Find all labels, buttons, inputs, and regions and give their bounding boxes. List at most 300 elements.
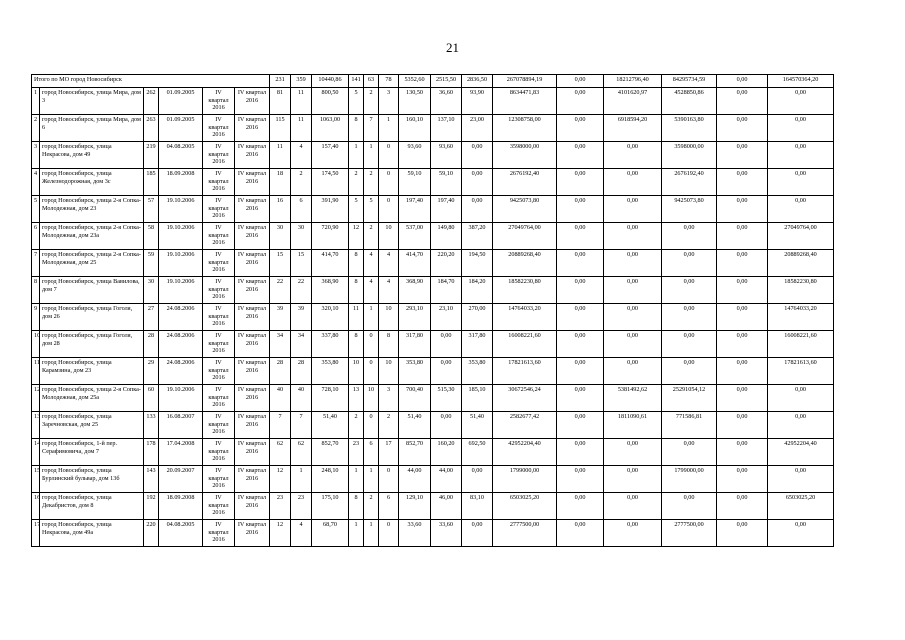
row-value: 33,60 — [431, 520, 462, 547]
row-value: 0,00 — [462, 196, 493, 223]
row-value: 0,00 — [717, 385, 768, 412]
row-doc-date: 04.08.2005 — [159, 142, 203, 169]
table-row — [32, 115, 834, 142]
row-value: 0,00 — [431, 331, 462, 358]
row-value: 8 — [349, 277, 364, 304]
row-value: 3598000,00 — [662, 142, 717, 169]
row-value: 0,00 — [717, 412, 768, 439]
row-value: 39 — [270, 304, 291, 331]
row-value: 68,70 — [312, 520, 349, 547]
total-cell: 0,00 — [557, 75, 604, 88]
row-actual-period: IV квартал 2016 — [235, 493, 270, 520]
total-cell: 78 — [379, 75, 399, 88]
row-planned-period: IV квартал 2016 — [203, 439, 235, 466]
row-value: 0,00 — [662, 439, 717, 466]
row-value: 9425073,80 — [662, 196, 717, 223]
row-actual-period: IV квартал 2016 — [235, 277, 270, 304]
row-value: 0,00 — [462, 142, 493, 169]
row-planned-period: IV квартал 2016 — [203, 466, 235, 493]
row-planned-period: IV квартал 2016 — [203, 385, 235, 412]
row-value: 23 — [291, 493, 312, 520]
row-doc-date: 20.09.2007 — [159, 466, 203, 493]
row-doc-number: 30 — [144, 277, 159, 304]
total-cell: 63 — [364, 75, 379, 88]
row-value: 6 — [291, 196, 312, 223]
row-planned-period: IV квартал 2016 — [203, 331, 235, 358]
row-actual-period: IV квартал 2016 — [235, 520, 270, 547]
row-value: 34 — [270, 331, 291, 358]
row-value: 44,00 — [431, 466, 462, 493]
row-value: 0,00 — [717, 439, 768, 466]
row-value: 0,00 — [604, 196, 662, 223]
row-value: 0,00 — [768, 196, 834, 223]
row-actual-period: IV квартал 2016 — [235, 88, 270, 115]
row-address: город Новосибирск, улица Бурлинский бульвар, дом 13б — [40, 466, 144, 493]
total-label: Итого по МО город Новосибирск — [32, 75, 270, 88]
row-number: 12 — [32, 385, 40, 412]
row-value: 14764033,20 — [493, 304, 557, 331]
table-row — [32, 385, 834, 412]
table-row — [32, 358, 834, 385]
row-value: 0,00 — [717, 277, 768, 304]
row-doc-number: 219 — [144, 142, 159, 169]
row-value: 83,10 — [462, 493, 493, 520]
row-value: 0,00 — [557, 115, 604, 142]
row-value: 0,00 — [462, 466, 493, 493]
table-row — [32, 466, 834, 493]
row-value: 1 — [364, 520, 379, 547]
row-value: 0,00 — [604, 439, 662, 466]
row-value: 62 — [270, 439, 291, 466]
row-value: 0,00 — [431, 412, 462, 439]
row-value: 184,70 — [431, 277, 462, 304]
row-value: 115 — [270, 115, 291, 142]
row-value: 353,80 — [399, 358, 431, 385]
row-value: 185,10 — [462, 385, 493, 412]
row-doc-date: 18.09.2008 — [159, 169, 203, 196]
row-number: 10 — [32, 331, 40, 358]
row-value: 3598000,00 — [493, 142, 557, 169]
row-value: 16008221,60 — [768, 331, 834, 358]
row-planned-period: IV квартал 2016 — [203, 88, 235, 115]
row-value: 12 — [270, 466, 291, 493]
row-value: 0,00 — [768, 88, 834, 115]
row-value: 12 — [270, 520, 291, 547]
row-value: 0,00 — [717, 196, 768, 223]
row-value: 0,00 — [557, 142, 604, 169]
row-number: 6 — [32, 223, 40, 250]
row-actual-period: IV квартал 2016 — [235, 223, 270, 250]
row-value: 1 — [364, 142, 379, 169]
row-address: город Новосибирск, улица Мира, дом 6 — [40, 115, 144, 142]
row-value: 1063,00 — [312, 115, 349, 142]
row-value: 23 — [349, 439, 364, 466]
row-value: 14764033,20 — [768, 304, 834, 331]
row-number: 9 — [32, 304, 40, 331]
row-value: 30 — [291, 223, 312, 250]
row-doc-date: 18.09.2008 — [159, 493, 203, 520]
row-actual-period: IV квартал 2016 — [235, 412, 270, 439]
row-actual-period: IV квартал 2016 — [235, 115, 270, 142]
row-value: 0,00 — [604, 142, 662, 169]
row-value: 42952204,40 — [768, 439, 834, 466]
row-value: 51,40 — [399, 412, 431, 439]
row-actual-period: IV квартал 2016 — [235, 439, 270, 466]
row-value: 0,00 — [768, 412, 834, 439]
row-value: 36,60 — [431, 88, 462, 115]
row-actual-period: IV квартал 2016 — [235, 196, 270, 223]
row-value: 130,50 — [399, 88, 431, 115]
row-value: 0 — [364, 412, 379, 439]
row-value: 12 — [349, 223, 364, 250]
row-value: 0 — [379, 142, 399, 169]
row-value: 0 — [379, 520, 399, 547]
row-value: 20889268,40 — [493, 250, 557, 277]
row-number: 11 — [32, 358, 40, 385]
row-doc-number: 192 — [144, 493, 159, 520]
row-value: 0,00 — [768, 115, 834, 142]
row-value: 414,70 — [399, 250, 431, 277]
total-cell: 18212796,40 — [604, 75, 662, 88]
table-body — [32, 75, 834, 547]
row-doc-number: 57 — [144, 196, 159, 223]
total-cell: 10440,86 — [312, 75, 349, 88]
row-doc-number: 29 — [144, 358, 159, 385]
row-value: 4 — [379, 250, 399, 277]
row-value: 22 — [291, 277, 312, 304]
row-value: 2777500,00 — [662, 520, 717, 547]
row-planned-period: IV квартал 2016 — [203, 412, 235, 439]
row-value: 16 — [270, 196, 291, 223]
row-actual-period: IV квартал 2016 — [235, 358, 270, 385]
row-doc-date: 04.08.2005 — [159, 520, 203, 547]
row-value: 1799000,00 — [662, 466, 717, 493]
row-value: 30672546,24 — [493, 385, 557, 412]
row-value: 197,40 — [399, 196, 431, 223]
row-value: 414,70 — [312, 250, 349, 277]
row-value: 59,10 — [399, 169, 431, 196]
row-doc-date: 01.09.2005 — [159, 88, 203, 115]
row-value: 700,40 — [399, 385, 431, 412]
row-value: 4 — [364, 250, 379, 277]
row-value: 0 — [379, 196, 399, 223]
row-value: 368,90 — [312, 277, 349, 304]
row-value: 0,00 — [604, 223, 662, 250]
total-cell: 84295734,59 — [662, 75, 717, 88]
row-value: 7 — [270, 412, 291, 439]
row-address: город Новосибирск, улица Вавилова, дом 7 — [40, 277, 144, 304]
total-cell: 5352,60 — [399, 75, 431, 88]
table-row — [32, 331, 834, 358]
row-actual-period: IV квартал 2016 — [235, 142, 270, 169]
row-value: 6 — [379, 493, 399, 520]
row-value: 4 — [379, 277, 399, 304]
row-value: 8 — [379, 331, 399, 358]
row-value: 27049764,00 — [493, 223, 557, 250]
row-doc-date: 19.10.2006 — [159, 250, 203, 277]
table-row — [32, 88, 834, 115]
table-row — [32, 142, 834, 169]
row-value: 6918594,20 — [604, 115, 662, 142]
table-row — [32, 412, 834, 439]
row-value: 2 — [291, 169, 312, 196]
row-value: 0,00 — [557, 358, 604, 385]
row-doc-number: 263 — [144, 115, 159, 142]
resettlement-table — [31, 74, 834, 547]
row-doc-number: 28 — [144, 331, 159, 358]
row-value: 1811090,61 — [604, 412, 662, 439]
row-value: 30 — [270, 223, 291, 250]
row-address: город Новосибирск, улица Некрасова, дом 49 — [40, 142, 144, 169]
row-number: 17 — [32, 520, 40, 547]
table-row — [32, 250, 834, 277]
row-value: 0,00 — [557, 88, 604, 115]
table-row — [32, 196, 834, 223]
row-actual-period: IV квартал 2016 — [235, 466, 270, 493]
row-value: 0,00 — [717, 115, 768, 142]
row-address: город Новосибирск, улица Гоголя, дом 28 — [40, 331, 144, 358]
row-doc-number: 27 — [144, 304, 159, 331]
row-value: 4 — [291, 142, 312, 169]
row-planned-period: IV квартал 2016 — [203, 358, 235, 385]
row-value: 2 — [364, 493, 379, 520]
row-value: 11 — [291, 115, 312, 142]
row-value: 160,10 — [399, 115, 431, 142]
row-value: 852,70 — [312, 439, 349, 466]
row-value: 62 — [291, 439, 312, 466]
row-value: 728,10 — [312, 385, 349, 412]
row-address: город Новосибирск, улица Карамзина, дом 23 — [40, 358, 144, 385]
row-value: 17821613,60 — [768, 358, 834, 385]
row-value: 157,40 — [312, 142, 349, 169]
row-value: 1 — [349, 520, 364, 547]
row-value: 0,00 — [604, 277, 662, 304]
row-value: 149,80 — [431, 223, 462, 250]
row-value: 10 — [379, 358, 399, 385]
row-value: 0,00 — [557, 196, 604, 223]
row-value: 0,00 — [768, 169, 834, 196]
row-value: 0,00 — [462, 520, 493, 547]
row-value: 15 — [291, 250, 312, 277]
row-value: 4 — [364, 277, 379, 304]
row-value: 0,00 — [717, 250, 768, 277]
row-value: 0,00 — [717, 304, 768, 331]
row-doc-number: 59 — [144, 250, 159, 277]
row-value: 34 — [291, 331, 312, 358]
row-value: 1 — [349, 466, 364, 493]
row-value: 6 — [364, 439, 379, 466]
row-value: 8 — [349, 115, 364, 142]
row-value: 0,00 — [662, 358, 717, 385]
row-value: 8 — [349, 250, 364, 277]
row-number: 1 — [32, 88, 40, 115]
row-value: 28 — [291, 358, 312, 385]
row-value: 40 — [270, 385, 291, 412]
row-value: 0,00 — [604, 331, 662, 358]
row-doc-date: 01.09.2005 — [159, 115, 203, 142]
row-value: 2676192,40 — [662, 169, 717, 196]
row-value: 194,50 — [462, 250, 493, 277]
row-number: 3 — [32, 142, 40, 169]
row-value: 8 — [349, 493, 364, 520]
row-value: 1 — [364, 304, 379, 331]
row-number: 13 — [32, 412, 40, 439]
row-number: 15 — [32, 466, 40, 493]
row-value: 0,00 — [662, 250, 717, 277]
row-value: 4 — [291, 520, 312, 547]
row-value: 2 — [364, 223, 379, 250]
row-value: 5 — [349, 88, 364, 115]
row-value: 137,10 — [431, 115, 462, 142]
row-address: город Новосибирск, улица Некрасова, дом 49а — [40, 520, 144, 547]
row-address: город Новосибирск, улица Гоголя, дом 26 — [40, 304, 144, 331]
row-value: 25291054,12 — [662, 385, 717, 412]
row-value: 0 — [379, 169, 399, 196]
row-number: 8 — [32, 277, 40, 304]
row-number: 5 — [32, 196, 40, 223]
row-value: 2 — [364, 169, 379, 196]
table-row — [32, 223, 834, 250]
row-value: 23,00 — [462, 115, 493, 142]
row-value: 13 — [349, 385, 364, 412]
row-value: 0,00 — [717, 493, 768, 520]
table-row — [32, 277, 834, 304]
row-address: город Новосибирск, улица Железнодорожная, дом 3с — [40, 169, 144, 196]
row-value: 0,00 — [662, 277, 717, 304]
row-value: 800,50 — [312, 88, 349, 115]
row-value: 20889268,40 — [768, 250, 834, 277]
row-value: 4101620,97 — [604, 88, 662, 115]
row-doc-date: 19.10.2006 — [159, 223, 203, 250]
row-actual-period: IV квартал 2016 — [235, 169, 270, 196]
row-address: город Новосибирск, улица 2-я Сопка-Молодежная, дом 23 — [40, 196, 144, 223]
row-address: город Новосибирск, улица Мира, дом 3 — [40, 88, 144, 115]
row-value: 15 — [270, 250, 291, 277]
row-doc-number: 178 — [144, 439, 159, 466]
row-value: 129,10 — [399, 493, 431, 520]
row-value: 220,20 — [431, 250, 462, 277]
row-value: 0,00 — [717, 169, 768, 196]
table-row — [32, 439, 834, 466]
row-value: 16008221,60 — [493, 331, 557, 358]
total-cell: 267078894,19 — [493, 75, 557, 88]
row-value: 0,00 — [431, 358, 462, 385]
row-value: 5 — [364, 196, 379, 223]
row-value: 33,60 — [399, 520, 431, 547]
row-value: 4528850,86 — [662, 88, 717, 115]
row-value: 3 — [379, 88, 399, 115]
row-value: 28 — [270, 358, 291, 385]
row-value: 337,80 — [312, 331, 349, 358]
row-value: 317,80 — [462, 331, 493, 358]
row-planned-period: IV квартал 2016 — [203, 250, 235, 277]
row-value: 0,00 — [557, 466, 604, 493]
row-value: 248,10 — [312, 466, 349, 493]
row-value: 1 — [379, 115, 399, 142]
row-value: 0,00 — [717, 331, 768, 358]
row-doc-date: 19.10.2006 — [159, 385, 203, 412]
total-cell: 2515,50 — [431, 75, 462, 88]
row-doc-date: 24.08.2006 — [159, 331, 203, 358]
total-cell: 359 — [291, 75, 312, 88]
row-value: 0,00 — [557, 520, 604, 547]
row-value: 175,10 — [312, 493, 349, 520]
row-value: 93,60 — [431, 142, 462, 169]
row-value: 0,00 — [604, 358, 662, 385]
row-value: 0,00 — [557, 493, 604, 520]
total-row — [32, 75, 834, 88]
row-value: 18582230,80 — [768, 277, 834, 304]
row-value: 2 — [364, 88, 379, 115]
row-value: 0,00 — [717, 223, 768, 250]
row-planned-period: IV квартал 2016 — [203, 142, 235, 169]
row-value: 0,00 — [557, 250, 604, 277]
row-number: 2 — [32, 115, 40, 142]
row-value: 59,10 — [431, 169, 462, 196]
row-doc-date: 19.10.2006 — [159, 277, 203, 304]
row-value: 2 — [349, 412, 364, 439]
row-value: 10 — [364, 385, 379, 412]
row-value: 11 — [291, 88, 312, 115]
row-doc-date: 17.04.2008 — [159, 439, 203, 466]
row-address: город Новосибирск, улица 2-я Сопка-Молодежная, дом 25 — [40, 250, 144, 277]
row-value: 9425073,80 — [493, 196, 557, 223]
row-value: 10 — [379, 223, 399, 250]
row-value: 51,40 — [312, 412, 349, 439]
row-value: 0 — [379, 466, 399, 493]
row-value: 7 — [364, 115, 379, 142]
row-value: 10 — [349, 358, 364, 385]
row-value: 2 — [379, 412, 399, 439]
table-row — [32, 493, 834, 520]
row-value: 5381492,62 — [604, 385, 662, 412]
row-value: 320,10 — [312, 304, 349, 331]
row-value: 3 — [379, 385, 399, 412]
row-value: 1 — [349, 142, 364, 169]
row-number: 7 — [32, 250, 40, 277]
row-value: 0,00 — [557, 331, 604, 358]
row-value: 1 — [291, 466, 312, 493]
row-doc-date: 19.10.2006 — [159, 196, 203, 223]
row-value: 0 — [364, 331, 379, 358]
row-value: 353,80 — [312, 358, 349, 385]
row-address: город Новосибирск, улица Декабристов, дом 8 — [40, 493, 144, 520]
row-value: 1 — [364, 466, 379, 493]
total-cell: 141 — [349, 75, 364, 88]
row-value: 0,00 — [462, 169, 493, 196]
row-value: 0,00 — [604, 520, 662, 547]
row-value: 8634471,83 — [493, 88, 557, 115]
row-value: 5390163,80 — [662, 115, 717, 142]
row-value: 2582677,42 — [493, 412, 557, 439]
row-planned-period: IV квартал 2016 — [203, 520, 235, 547]
total-cell: 231 — [270, 75, 291, 88]
row-value: 7 — [291, 412, 312, 439]
row-value: 0,00 — [768, 520, 834, 547]
row-value: 852,70 — [399, 439, 431, 466]
row-address: город Новосибирск, 1-й пер. Серафимовича, дом 7 — [40, 439, 144, 466]
row-value: 5 — [349, 196, 364, 223]
row-value: 22 — [270, 277, 291, 304]
row-value: 0,00 — [557, 439, 604, 466]
row-value: 11 — [349, 304, 364, 331]
row-value: 18 — [270, 169, 291, 196]
row-value: 537,00 — [399, 223, 431, 250]
row-value: 391,90 — [312, 196, 349, 223]
table-row — [32, 304, 834, 331]
row-actual-period: IV квартал 2016 — [235, 304, 270, 331]
row-value: 293,10 — [399, 304, 431, 331]
